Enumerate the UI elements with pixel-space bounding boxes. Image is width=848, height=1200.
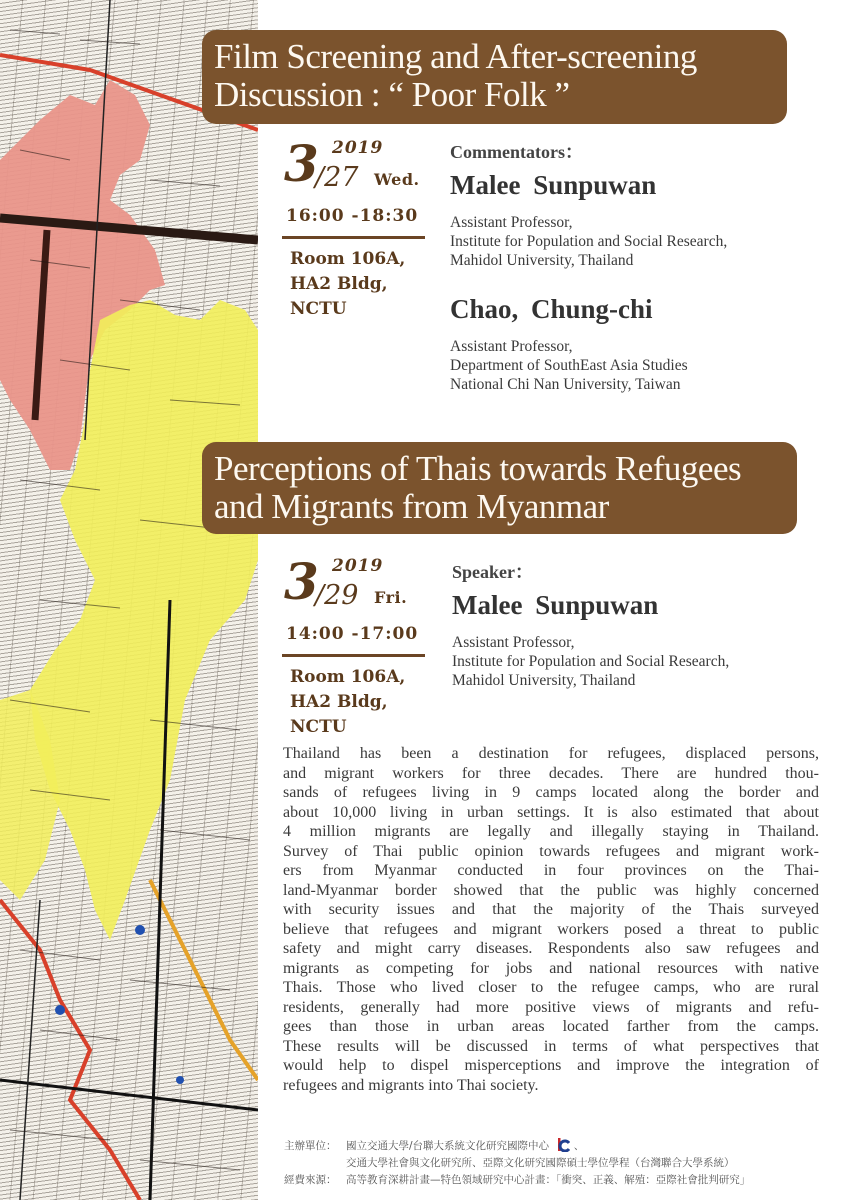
event2-title-banner <box>202 442 797 534</box>
affiliation-line: Assistant Professor, <box>452 634 575 651</box>
funding-label: 經費來源： <box>284 1174 337 1186</box>
event1-title-line1: Film Screening and After-screening <box>214 37 697 76</box>
abstract-line: Thais. Those who lived closer to the refugee camps, who are rural <box>283 979 819 996</box>
event2-day: /29 <box>315 580 359 611</box>
abstract-line: ers from Myanmar conducted in four provinces on the Thai- <box>283 862 819 879</box>
organizer-line2: 交通大學社會與文化研究所、亞際文化研究國際碩士學位學程（台灣聯合大學系統） <box>346 1157 735 1169</box>
organizer-row <box>284 1138 844 1155</box>
abstract-line: Survey of Thai public opinion towards refugees and migrant work- <box>283 842 819 860</box>
decorative-map-image <box>0 0 258 1200</box>
venue-line: Room 106A, <box>290 249 406 269</box>
speaker-label: Speaker： <box>452 562 533 582</box>
person-affiliation <box>450 337 830 394</box>
event2-venue <box>282 665 427 740</box>
footer-credits <box>284 1138 844 1189</box>
map-illustration <box>0 0 258 1200</box>
abstract-paragraph <box>283 744 819 1095</box>
event2-title-line2: and Migrants from Myanmar <box>214 487 609 526</box>
affiliation-line: Institute for Population and Social Research, <box>452 653 730 670</box>
affiliation-line: Mahidol University, Thailand <box>450 252 634 269</box>
affiliation-line: Mahidol University, Thailand <box>452 672 636 689</box>
person-name: Malee Sunpuwan <box>452 590 659 620</box>
event1-time: 16:00 -18:30 <box>286 206 419 226</box>
person-name: Chao, Chung-chi <box>450 294 653 324</box>
abstract-line: with security issues and that the majority of the Thais surveyed <box>283 901 819 918</box>
person-card <box>450 170 830 270</box>
person-card <box>452 590 832 690</box>
affiliation-line: Assistant Professor, <box>450 214 573 231</box>
organizer-line1 <box>346 1138 584 1155</box>
abstract-line: believe that refugees and migrant workers posed a threat to public <box>283 920 819 938</box>
abstract-line: residents, generally had more positive views of migrants and refu- <box>283 998 819 1016</box>
abstract-line: 4 million migrants are legally and illegally staying in Thailand. <box>283 823 819 840</box>
affiliation-line: Department of SouthEast Asia Studies <box>450 357 688 374</box>
abstract-line: about 10,000 living in urban settings. It is also estimated that about <box>283 803 819 821</box>
venue-line: NCTU <box>290 717 347 737</box>
person-card <box>450 294 830 394</box>
organizer-row-2 <box>284 1155 844 1172</box>
abstract-line: refugees and migrants into Thai society. <box>283 1076 539 1094</box>
event1-weekday: Wed. <box>374 170 420 189</box>
affiliation-line: National Chi Nan University, Taiwan <box>450 376 681 393</box>
venue-line: Room 106A, <box>290 667 406 687</box>
abstract-line: These results will be discussed in terms of what perspectives that <box>283 1037 819 1055</box>
abstract-line: would help to dispel misperceptions and improve the integration of <box>283 1057 819 1074</box>
organizer-label: 主辦單位： <box>284 1140 337 1152</box>
funding-row <box>284 1172 844 1189</box>
event1-month: 3 <box>284 134 319 193</box>
event1-title-line2: Discussion : “ Poor Folk ” <box>214 75 570 114</box>
person-name: Malee Sunpuwan <box>450 170 657 200</box>
event2-speaker <box>452 558 832 690</box>
venue-line: HA2 Bldg, <box>290 274 388 294</box>
event1-year: 2019 <box>332 138 384 158</box>
organizer-name: 國立交通大學/台聯大系統文化研究國際中心 <box>346 1140 550 1152</box>
person-affiliation <box>450 213 830 270</box>
organizer-suffix: 、 <box>573 1140 585 1152</box>
event2-divider <box>282 654 425 657</box>
ics-logo-icon <box>556 1138 570 1152</box>
event2-time: 14:00 -17:00 <box>286 624 419 644</box>
event1-title-banner <box>202 30 787 124</box>
commentators-label: Commentators： <box>450 142 583 162</box>
venue-line: NCTU <box>290 299 347 319</box>
event2-date-block <box>282 552 427 740</box>
event1-day: /27 <box>315 162 359 193</box>
event2-month: 3 <box>284 552 319 611</box>
abstract-line: safety and might carry diseases. Respondents also saw refugees and <box>283 940 819 957</box>
person-affiliation <box>452 633 832 690</box>
abstract-line: gees than those in urban areas located farther from the camps. <box>283 1018 819 1035</box>
event2-weekday: Fri. <box>374 588 408 607</box>
affiliation-line: Assistant Professor, <box>450 338 573 355</box>
event2-year: 2019 <box>332 556 384 576</box>
abstract-line: migrants as competing for jobs and national resources with native <box>283 959 819 977</box>
abstract-line: and migrant workers for three decades. There are hundred thou- <box>283 764 819 782</box>
abstract-line: land-Myanmar border showed that the public was highly concerned <box>283 881 819 899</box>
abstract-line: Thailand has been a destination for refugees, displaced persons, <box>283 745 819 762</box>
event1-venue <box>282 247 427 322</box>
event1-date-block <box>282 134 427 322</box>
event1-commentators <box>450 138 830 394</box>
venue-line: HA2 Bldg, <box>290 692 388 712</box>
event1-divider <box>282 236 425 239</box>
affiliation-line: Institute for Population and Social Research, <box>450 233 728 250</box>
abstract-line: sands of refugees living in 9 camps located along the border and <box>283 784 819 801</box>
event2-title-line1: Perceptions of Thais towards Refugees <box>214 449 742 488</box>
funding-line: 高等教育深耕計畫—特色領域研究中心計畫：「衝突、正義、解殖：亞際社會批判研究」 <box>346 1174 751 1186</box>
